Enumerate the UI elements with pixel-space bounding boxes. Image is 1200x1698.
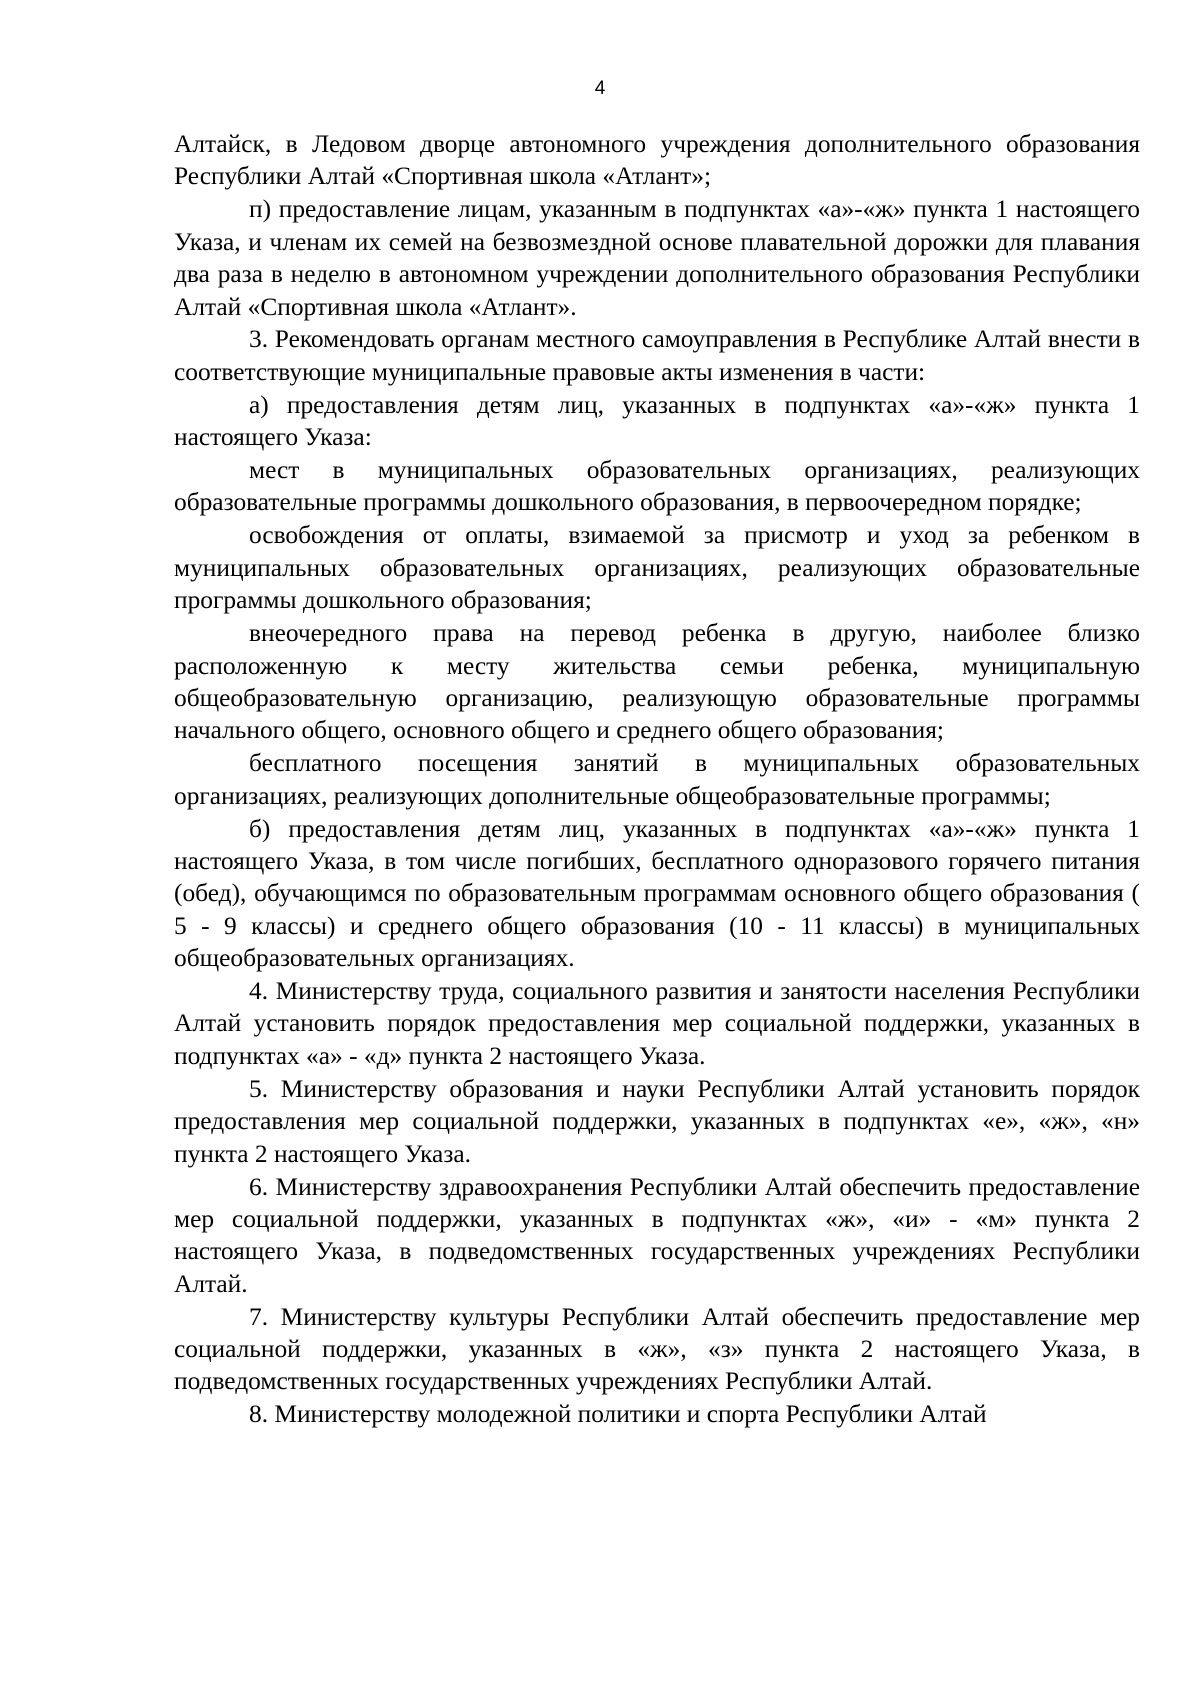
paragraph: б) предоставления детям лиц, указанных в подпунктах «а»-«ж» пункта 1 настоящего Указа, в том числе погибших, бесплатного одноразового горячего питания (обед), обучающимся по образовательным программам основного общего образования ( 5 - 9 классы) и среднего общего образования (10 - 11 классы) в муниципальных общеобразовательных организациях. xyxy=(174,814,1140,973)
paragraph: 5. Министерству образования и науки Республики Алтай установить порядок предоставления мер социальной поддержки, указанных в подпунктах «е», «ж», «н» пункта 2 настоящего Указа. xyxy=(174,1074,1140,1168)
paragraph: освобождения от оплаты, взимаемой за присмотр и уход за ребенком в муниципальных образовательных организациях, реализующих образовательные программы дошкольного образования; xyxy=(174,521,1140,615)
paragraph: 7. Министерству культуры Республики Алтай обеспечить предоставление мер социальной поддержки, указанных в «ж», «з» пункта 2 настоящего Указа, в подведомственных государственных учреждениях Республики Алтай. xyxy=(174,1302,1140,1396)
paragraph: мест в муниципальных образовательных организациях, реализующих образовательные программы дошкольного образования, в первоочередном порядке; xyxy=(174,456,1140,517)
paragraph: 8. Министерству молодежной политики и спорта Республики Алтай xyxy=(249,1400,987,1429)
paragraph: 3. Рекомендовать органам местного самоуправления в Республике Алтай внести в соответствующие муниципальные правовые акты изменения в части: xyxy=(174,325,1140,386)
paragraph: бесплатного посещения занятий в муниципальных образовательных организациях, реализующих дополнительные общеобразовательные программы; xyxy=(174,749,1140,810)
paragraph: а) предоставления детям лиц, указанных в подпунктах «а»-«ж» пункта 1 настоящего Указа: xyxy=(174,390,1140,452)
page-number: 4 xyxy=(594,78,606,99)
paragraph: п) предоставление лицам, указанным в подпунктах «а»-«ж» пункта 1 настоящего Указа, и членам их семей на безвозмездной основе плавательной дорожки для плавания два раза в неделю в автономном учреждении дополнительного образования Республики Алтай «Спортивная школа «Атлант». xyxy=(174,195,1140,321)
paragraph: Алтайск, в Ледовом дворце автономного учреждения дополнительного образования Республики Алтай «Спортивная школа «Атлант»; xyxy=(174,130,1140,191)
paragraph: 6. Министерству здравоохранения Республики Алтай обеспечить предоставление мер социальной поддержки, указанных в подпунктах «ж», «и» - «м» пункта 2 настоящего Указа, в подведомственных государственных учреждениях Республики Алтай. xyxy=(174,1172,1140,1298)
document-body xyxy=(174,128,1140,1431)
paragraph: внеочередного права на перевод ребенка в другую, наиболее близко расположенную к месту жительства семьи ребенка, муниципальную общеобразовательную организацию, реализующую образовательные программы начального общего, основного общего и среднего общего образования; xyxy=(174,619,1140,745)
paragraph: 4. Министерству труда, социального развития и занятости населения Республики Алтай установить порядок предоставления мер социальной поддержки, указанных в подпунктах «а» - «д» пункта 2 настоящего Указа. xyxy=(174,977,1140,1070)
